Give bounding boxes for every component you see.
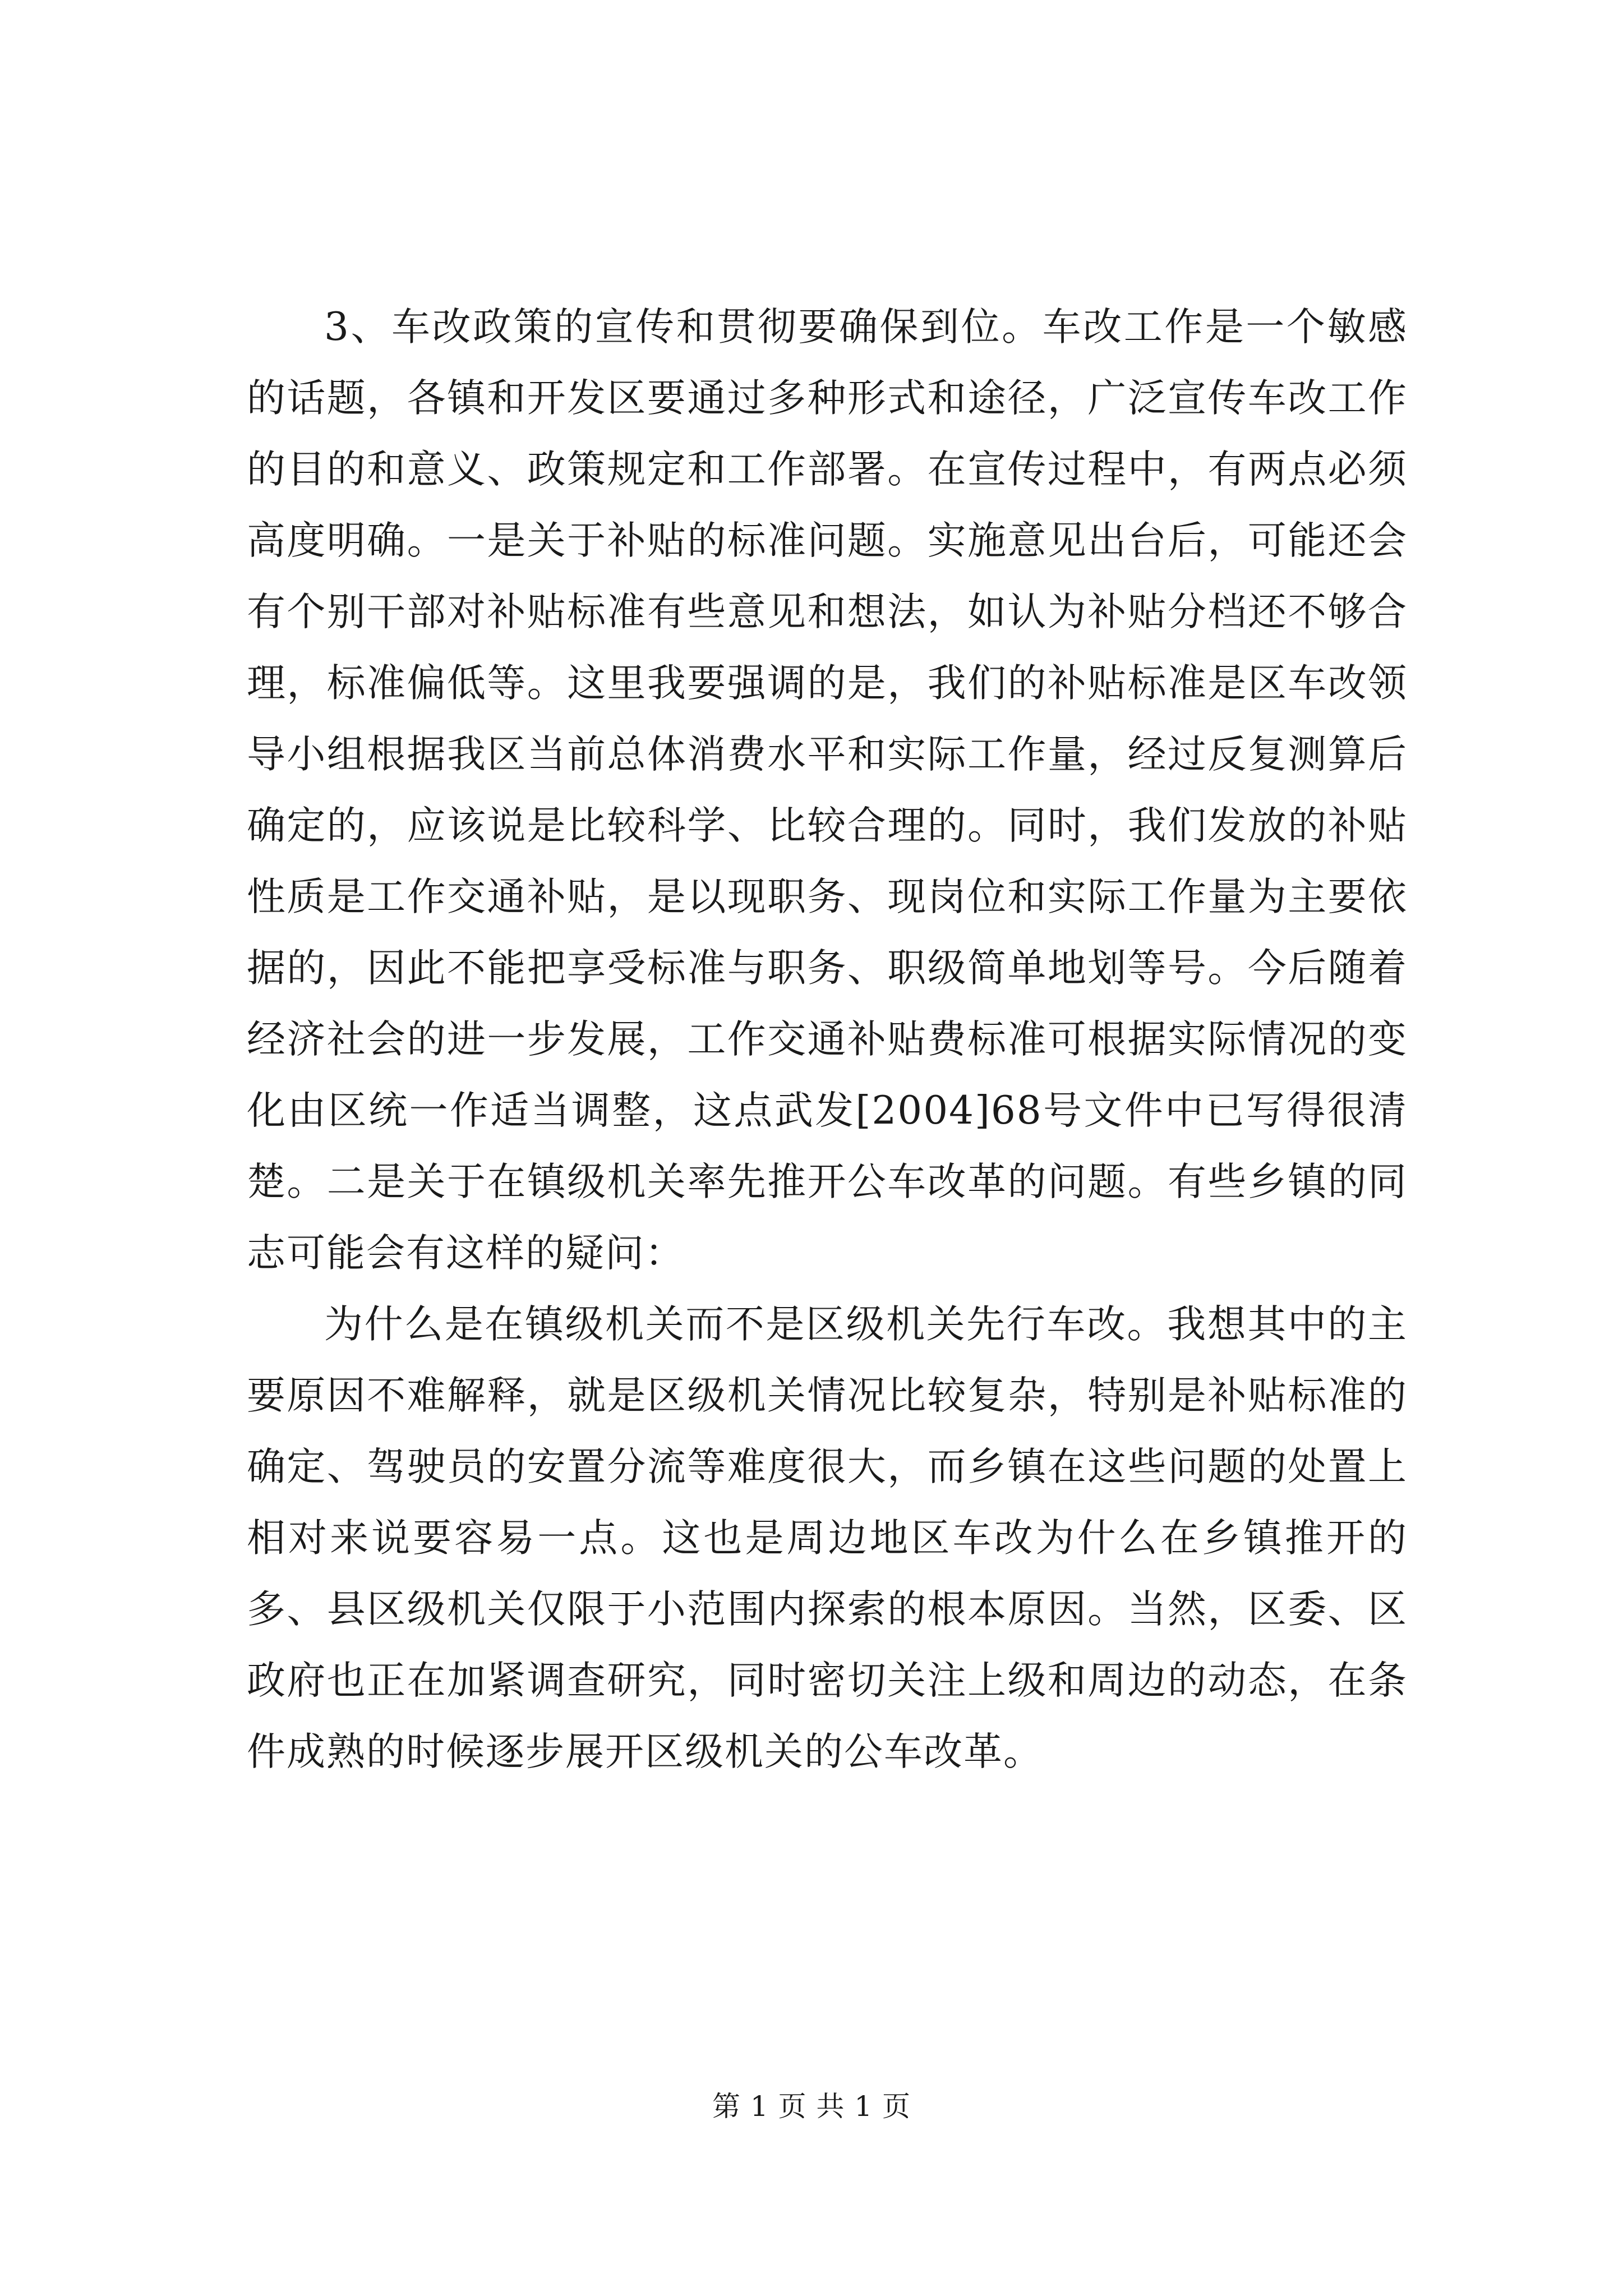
paragraph-2: 为什么是在镇级机关而不是区级机关先行车改。我想其中的主要原因不难解释，就是区级机关情况比较复杂，特别是补贴标准的确定、驾驶员的安置分流等难度很大，而乡镇在这些问题的处置上相对来说要容易一点。这也是周边地区车改为什么在乡镇推开的多、县区级机关仅限于小范围内探索的根本原因。当然，区委、区政府也正在加紧调查研究，同时密切关注上级和周边的动态，在条件成熟的时候逐步展开区级机关的公车改革。 [247,1302,1408,1774]
document-body [247,292,1408,1788]
page-footer: 第 1 页 共 1 页 [712,2090,911,2123]
paragraph-1: 3、车改政策的宣传和贯彻要确保到位。车改工作是一个敏感的话题，各镇和开发区要通过多种形式和途径，广泛宣传车改工作的目的和意义、政策规定和工作部署。在宣传过程中，有两点必须高度明确。一是关于补贴的标准问题。实施意见出台后，可能还会有个别干部对补贴标准有些意见和想法，如认为补贴分档还不够合理，标准偏低等。这里我要强调的是，我们的补贴标准是区车改领导小组根据我区当前总体消费水平和实际工作量，经过反复测算后确定的，应该说是比较科学、比较合理的。同时，我们发放的补贴性质是工作交通补贴，是以现职务、现岗位和实际工作量为主要依据的，因此不能把享受标准与职务、职级简单地划等号。今后随着经济社会的进一步发展，工作交通补贴费标准可根据实际情况的变化由区统一作适当调整，这点武发[2004]68号文件中已写得很清楚。二是关于在镇级机关率先推开公车改革的问题。有些乡镇的同志可能会有这样的疑问： [247,305,1408,1276]
